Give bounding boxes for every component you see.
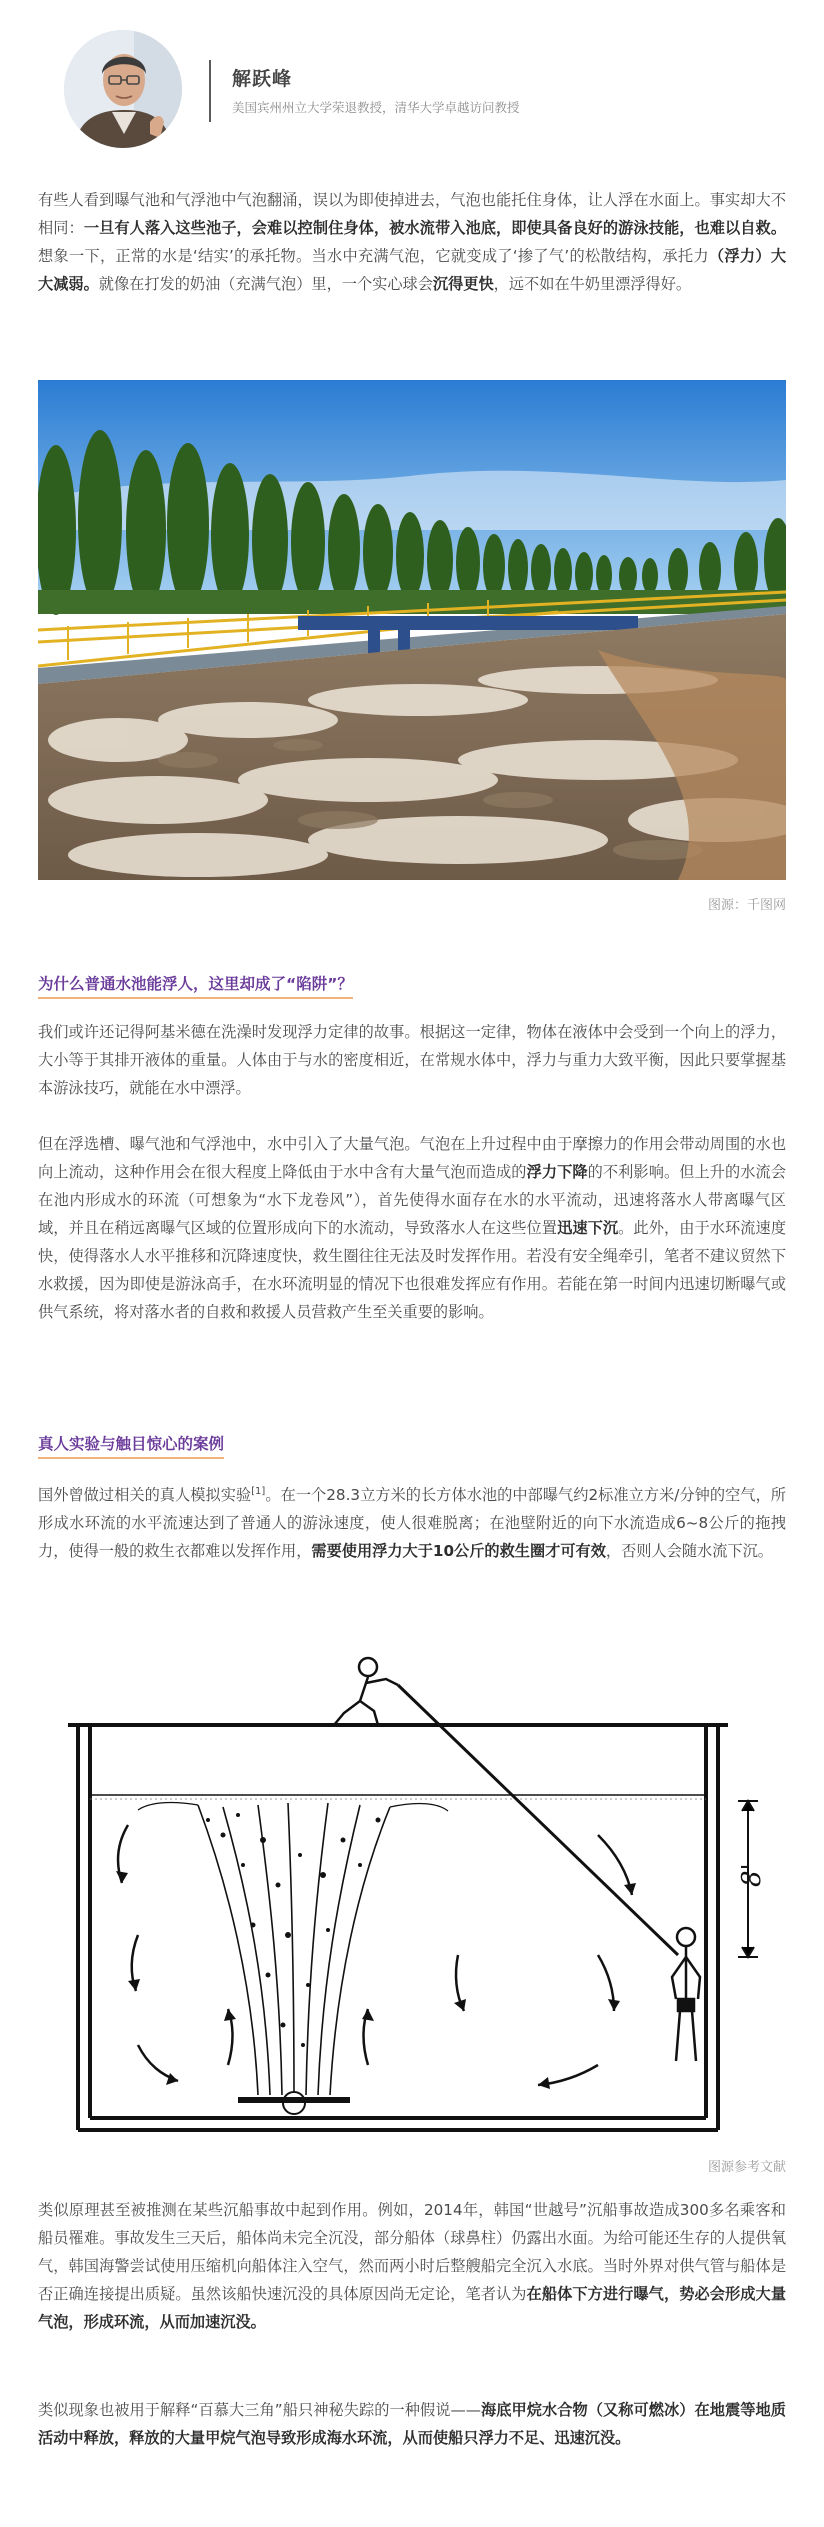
reference-marker[interactable]: [1]: [251, 1486, 266, 1497]
section2-paragraph-2: 类似原理甚至被推测在某些沉船事故中起到作用。例如，2014年，韩国“世越号”沉船事故造成300多名乘客和船员罹难。事故发生三天后，船体尚未完全沉没，部分船体（球鼻柱）仍露出水面。为给可能还生存的人提供氧气，韩国海警尝试使用压缩机向船体注入空气，然而两小时后整艘船完全沉入水底。当时外界对供气管与船体是否正确连接提出质疑。虽然该船快速沉没的具体原因尚无定论，笔者认为在船体下方进行曝气，势必会形成大量气泡，形成环流，从而加速沉没。: [38, 2201, 787, 2331]
depth-label: 8': [737, 1863, 767, 1887]
section1-heading: 为什么普通水池能浮人，这里却成了“陷阱”？: [38, 972, 353, 999]
section1-paragraph-1: 我们或许还记得阿基米德在洗澡时发现浮力定律的故事。根据这一定律，物体在液体中会受到一个向上的浮力，大小等于其排开液体的重量。人体由于与水的密度相近，在常规水体中，浮力与重力大致平衡，因此只要掌握基本游泳技巧，就能在水中漂浮。: [38, 1023, 786, 1097]
diagram-caption: 图源参考文献: [707, 2160, 786, 2175]
aeration-tank-photo: [38, 380, 786, 880]
tank-circulation-diagram-icon: [38, 1625, 786, 2145]
author-name: 解跃峰: [232, 68, 293, 90]
author-header: [64, 30, 764, 150]
author-divider: [209, 60, 211, 122]
section2-heading: 真人实验与触目惊心的案例: [38, 1432, 224, 1459]
section1-paragraph-2: 但在浮选槽、曝气池和气浮池中，水中引入了大量气泡。气泡在上升过程中由于摩擦力的作用会带动周围的水也向上流动，这种作用会在很大程度上降低由于水中含有大量气泡而造成的浮力下降的不利影响。但上升的水流会在池内形成水的环流（可想象为“水下龙卷风”），首先使得水面存在水的水平流动，迅速将落水人带离曝气区域，并且在稍远离曝气区域的位置形成向下的水流动，导致落水人在这些位置迅速下沉。此外，由于水环流速度快，使得落水人水平推移和沉降速度快，救生圈往往无法及时发挥作用。若没有安全绳牵引，笔者不建议贸然下水救援，因为即使是游泳高手，在水环流明显的情况下也很难发挥应有作用。若能在第一时间内迅速切断曝气或供气系统，将对落水者的自救和救援人员营救产生至关重要的影响。: [38, 1135, 787, 1321]
author-title: 美国宾州州立大学荣退教授，清华大学卓越访问教授: [232, 100, 520, 115]
section2-paragraph-3: 类似现象也被用于解释“百慕大三角”船只神秘失踪的一种假说——海底甲烷水合物（又称可燃冰）在地震等地质活动中释放，释放的大量甲烷气泡导致形成海水环流，从而使船只浮力不足、迅速沉没。: [38, 2401, 786, 2447]
author-avatar: [64, 30, 182, 148]
photo-caption: 图源：千图网: [707, 898, 786, 913]
intro-paragraph: 有些人看到曝气池和气浮池中气泡翻涌，误以为即使掉进去，气泡也能托住身体，让人浮在水面上。事实却大不相同：一旦有人落入这些池子，会难以控制住身体，被水流带入池底，即使具备良好的游泳技能，也难以自救。想象一下，正常的水是‘结实’的承托物。当水中充满气泡，它就变成了‘掺了气’的松散结构，承托力（浮力）大大减弱。就像在打发的奶油（充满气泡）里，一个实心球会沉得更快，远不如在牛奶里漂浮得好。: [38, 191, 787, 293]
portrait-photo-icon: [64, 30, 182, 148]
experiment-diagram: [38, 1625, 786, 2145]
aeration-tank-image-icon: [38, 380, 786, 880]
section2-paragraph-1: 国外曾做过相关的真人模拟实验[1]。在一个28.3立方米的长方体水池的中部曝气约2标准立方米/分钟的空气，所形成水环流的水平流速达到了普通人的游泳速度，使人很难脱离；在池壁附近的向下水流造成6~8公斤的拖拽力，使得一般的救生衣都难以发挥作用，需要使用浮力大于10公斤的救生圈才可有效，否则人会随水流下沉。: [38, 1486, 786, 1561]
